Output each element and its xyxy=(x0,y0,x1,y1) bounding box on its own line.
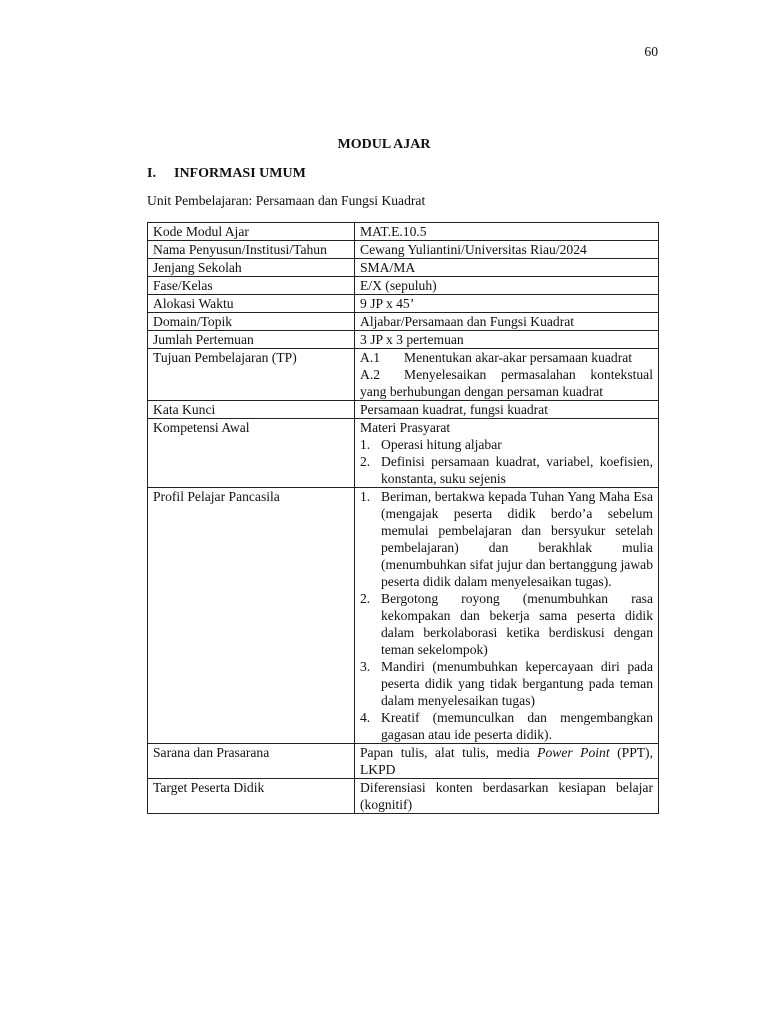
row-label: Target Peserta Didik xyxy=(148,779,355,814)
table-row xyxy=(148,419,659,488)
list-number: 3. xyxy=(360,659,371,674)
section-title: INFORMASI UMUM xyxy=(174,166,306,181)
list-item xyxy=(360,488,653,590)
list-item xyxy=(360,453,653,487)
tp-text: Menyelesaikan permasalahan kontekstual yang berhubungan dengan persaman kuadrat xyxy=(360,367,653,399)
row-label: Kode Modul Ajar xyxy=(148,223,355,241)
list-text: Mandiri (menumbuhkan kepercayaan diri pada peserta didik yang tidak bergantung pada teman dalam menyelesaikan tugas) xyxy=(381,659,653,708)
list-text: Operasi hitung aljabar xyxy=(381,437,502,452)
row-value: Cewang Yuliantini/Universitas Riau/2024 xyxy=(355,241,659,259)
row-value: SMA/MA xyxy=(355,259,659,277)
unit-line: Unit Pembelajaran: Persamaan dan Fungsi Kuadrat xyxy=(147,193,426,208)
row-label: Kata Kunci xyxy=(148,401,355,419)
table-row xyxy=(148,744,659,779)
list-number: 1. xyxy=(360,489,371,504)
row-value: 9 JP x 45’ xyxy=(355,295,659,313)
row-value: Diferensiasi konten berdasarkan kesiapan belajar (kognitif) xyxy=(355,779,659,814)
table-row xyxy=(148,313,659,331)
sarana-prefix: Papan tulis, alat tulis, media xyxy=(360,745,530,760)
row-value xyxy=(355,419,659,488)
row-label: Fase/Kelas xyxy=(148,277,355,295)
list-item xyxy=(360,709,653,743)
list-item xyxy=(360,436,653,453)
row-label: Domain/Topik xyxy=(148,313,355,331)
prerequisite-heading: Materi Prasyarat xyxy=(360,420,451,435)
list-text: Bergotong royong (menumbuhkan rasa kekompakan dan bekerja sama peserta didik dalam berkolaborasi ketika berdiskusi dengan teman sekelompok) xyxy=(381,591,653,657)
list-text: Definisi persamaan kuadrat, variabel, koefisien, konstanta, suku sejenis xyxy=(381,454,653,486)
table-row xyxy=(148,349,659,401)
table-row xyxy=(148,779,659,814)
row-value: 3 JP x 3 pertemuan xyxy=(355,331,659,349)
section-heading xyxy=(147,166,306,182)
row-label: Nama Penyusun/Institusi/Tahun xyxy=(148,241,355,259)
row-value: MAT.E.10.5 xyxy=(355,223,659,241)
row-value: E/X (sepuluh) xyxy=(355,277,659,295)
list-text: Beriman, bertakwa kepada Tuhan Yang Maha Esa (mengajak peserta didik berdo’a sebelum memulai pembelajaran dan bersyukur setelah pembelajaran) dan berakhlak mulia (menumbuhkan sifat jujur dan bertanggung jawab peserta didik dalam menyelesaikan tugas). xyxy=(381,489,653,589)
list-text: Kreatif (memunculkan dan mengembangkan gagasan atau ide peserta didik). xyxy=(381,710,653,742)
row-value xyxy=(355,349,659,401)
sarana-italic: Power Point xyxy=(537,745,610,760)
table-row xyxy=(148,241,659,259)
table-row xyxy=(148,223,659,241)
info-table xyxy=(147,222,659,814)
table-row xyxy=(148,331,659,349)
tp-text: Menentukan akar-akar persamaan kuadrat xyxy=(404,350,633,365)
row-value xyxy=(355,488,659,744)
document-title: MODUL AJAR xyxy=(337,137,431,152)
row-value: Aljabar/Persamaan dan Fungsi Kuadrat xyxy=(355,313,659,331)
prerequisite-list xyxy=(360,436,653,487)
list-number: 2. xyxy=(360,454,371,469)
table-row xyxy=(148,259,659,277)
list-number: 4. xyxy=(360,710,371,725)
row-label: Kompetensi Awal xyxy=(148,419,355,488)
row-value xyxy=(355,744,659,779)
table-row xyxy=(148,401,659,419)
sarana-suffix: (PPT), LKPD xyxy=(360,745,653,777)
list-item xyxy=(360,590,653,658)
tp-item xyxy=(360,349,653,366)
table-row xyxy=(148,488,659,744)
tp-item xyxy=(360,366,653,400)
row-label: Profil Pelajar Pancasila xyxy=(148,488,355,744)
table-row xyxy=(148,277,659,295)
row-label: Tujuan Pembelajaran (TP) xyxy=(148,349,355,401)
list-number: 1. xyxy=(360,437,371,452)
row-label: Jumlah Pertemuan xyxy=(148,331,355,349)
row-label: Sarana dan Prasarana xyxy=(148,744,355,779)
list-number: 2. xyxy=(360,591,371,606)
page-number: 60 xyxy=(644,44,658,59)
tp-code: A.2 xyxy=(360,367,381,382)
list-item xyxy=(360,658,653,709)
tp-code: A.1 xyxy=(360,350,381,365)
row-value: Persamaan kuadrat, fungsi kuadrat xyxy=(355,401,659,419)
row-label: Jenjang Sekolah xyxy=(148,259,355,277)
section-number: I. xyxy=(147,166,156,181)
row-label: Alokasi Waktu xyxy=(148,295,355,313)
table-row xyxy=(148,295,659,313)
profile-list xyxy=(360,488,653,743)
